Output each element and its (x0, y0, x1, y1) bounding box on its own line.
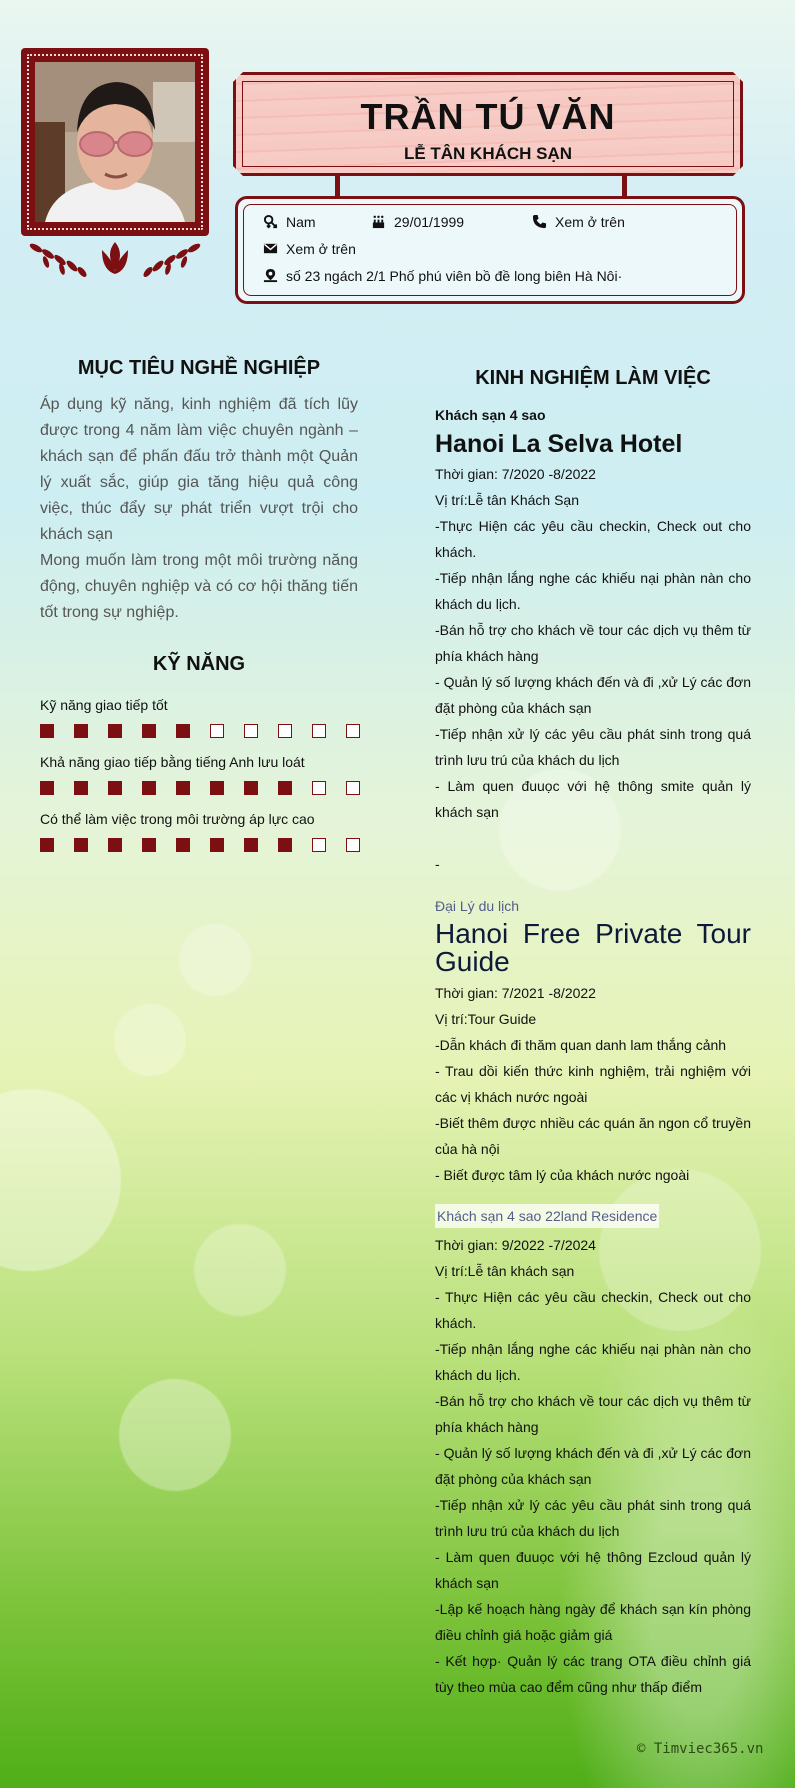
company-type: Đại Lý du lịch (435, 898, 520, 914)
experience-title: KINH NGHIỆM LÀM VIỆC (475, 367, 711, 389)
skill-box-filled (74, 781, 88, 795)
birthday-cake-icon (371, 214, 386, 229)
company-name: Hanoi Free Private Tour Guide (435, 918, 751, 977)
email-icon (263, 241, 278, 256)
skill-box-empty (346, 838, 360, 852)
skill-box-empty (312, 724, 326, 738)
email-info (263, 241, 356, 257)
skill-box-filled (108, 724, 122, 738)
job-detail-line: Vị trí:Lễ tân Khách Sạn (435, 492, 579, 508)
avatar-frame (21, 48, 209, 236)
skill-box-filled (244, 838, 258, 852)
skill-box-empty (312, 781, 326, 795)
job-detail-line: Thời gian: 9/2022 -7/2024 (435, 1237, 596, 1253)
skill-box-empty (346, 781, 360, 795)
skill-box-filled (108, 838, 122, 852)
skill-box-empty (278, 724, 292, 738)
skill-box-empty (244, 724, 258, 738)
skill-box-empty (346, 724, 360, 738)
job-detail-line: - Quản lý số lượng khách đến và đi ,xử Lý các đơn đặt phòng của khách sạn (435, 1445, 751, 1487)
skill-rating (40, 838, 360, 854)
job-detail-line: -Lập kế hoạch hàng ngày để khách sạn kín phòng điều chỉnh giá hoặc giảm giá (435, 1601, 751, 1643)
objective-paragraph: Mong muốn làm trong một môi trường năng động, chuyên nghiệp và có cơ hội thăng tiến tốt trong sự nghiệp. (40, 552, 358, 621)
email-value: Xem ở trên (286, 241, 356, 257)
location-pin-icon (263, 268, 278, 283)
objective-text (40, 392, 358, 626)
footer-watermark: © Timviec365.vn (637, 1741, 764, 1757)
phone-info (532, 214, 625, 230)
phone-icon (532, 214, 547, 229)
job-detail-line: - Biết được tâm lý của khách nước ngoài (435, 1167, 690, 1183)
job-detail-line: -Biết thêm được nhiều các quán ăn ngon cổ truyền của hà nội (435, 1115, 751, 1157)
skill-box-filled (210, 838, 224, 852)
company-name: Hanoi La Selva Hotel (435, 430, 683, 458)
job-detail-line: Thời gian: 7/2021 -8/2022 (435, 985, 596, 1001)
gender-value: Nam (286, 214, 316, 230)
skill-label: Có thể làm việc trong môi trường áp lực cao (40, 811, 315, 827)
company-type: Khách sạn 4 sao 22land Residence (435, 1204, 659, 1228)
skill-box-filled (108, 781, 122, 795)
job-detail-line: -Tiếp nhận xử lý các yêu cầu phát sinh trong quá trình lưu trú của khách du lịch (435, 1497, 751, 1539)
experience-entry (435, 403, 751, 877)
job-detail-line: - Thực Hiện các yêu cầu checkin, Check out cho khách. (435, 1289, 751, 1331)
skill-box-filled (142, 781, 156, 795)
objective-paragraph: Áp dụng kỹ năng, kinh nghiệm đã tích lũy được trong 4 năm làm việc chuyên ngành – khách sạn để phấn đấu trở thành một Quản lý xuất sắc, giúp gia tăng hiệu quả công việc, thúc đẩy sự phát triển vượt trội cho khách sạn (40, 396, 358, 543)
skill-box-filled (176, 781, 190, 795)
skill-box-filled (210, 781, 224, 795)
skill-box-filled (74, 724, 88, 738)
job-detail-line: Thời gian: 7/2020 -8/2022 (435, 466, 596, 482)
objective-title: MỤC TIÊU NGHỀ NGHIỆP (77, 357, 321, 379)
experience-entry (435, 1204, 751, 1700)
skill-rating (40, 724, 360, 740)
skill-box-filled (74, 838, 88, 852)
job-detail-line: - Làm quen đuuọc với hệ thông Ezcloud quản lý khách sạn (435, 1549, 751, 1591)
skill-label: Khả năng giao tiếp bằng tiếng Anh lưu loát (40, 754, 305, 770)
address-info (263, 268, 622, 284)
job-detail-line (435, 825, 751, 851)
job-title: LỄ TÂN KHÁCH SẠN (403, 144, 573, 163)
skill-box-empty (210, 724, 224, 738)
job-detail-line: Vị trí:Tour Guide (435, 1011, 537, 1027)
board-post-left (335, 176, 340, 196)
skill-box-filled (278, 781, 292, 795)
skill-box-filled (142, 724, 156, 738)
gender-info (263, 214, 316, 230)
job-detail-line: - Làm quen đuuọc với hệ thông smite quản lý khách sạn (435, 778, 751, 820)
gender-icon (263, 214, 278, 229)
skill-rating (40, 781, 360, 797)
experience-entry (435, 894, 751, 1188)
job-detail-line: -Tiếp nhận xử lý các yêu cầu phát sinh trong quá trình lưu trú của khách du lịch (435, 726, 751, 768)
job-detail-line: -Dẫn khách đi thăm quan danh lam thắng cảnh (435, 1037, 727, 1053)
skill-box-filled (142, 838, 156, 852)
job-detail-line: -Tiếp nhận lắng nghe các khiếu nại phàn nàn cho khách du lịch. (435, 1341, 751, 1383)
skill-box-filled (176, 838, 190, 852)
skill-box-filled (244, 781, 258, 795)
skill-box-filled (176, 724, 190, 738)
job-detail-line: -Bán hỗ trợ cho khách về tour các dịch vụ thêm từ phía khách hàng (435, 622, 751, 664)
laurel-ornament-icon (22, 240, 208, 285)
skill-box-filled (40, 838, 54, 852)
phone-value: Xem ở trên (555, 214, 625, 230)
job-detail-line: -Bán hỗ trợ cho khách về tour các dịch vụ thêm từ phía khách hàng (435, 1393, 751, 1435)
skill-box-filled (278, 838, 292, 852)
birthday-value: 29/01/1999 (394, 214, 465, 230)
skill-box-filled (40, 781, 54, 795)
candidate-name: TRẦN TÚ VĂN (360, 96, 616, 137)
job-detail-line: - Kết hợp· Quản lý các trang OTA điều chỉnh giá tùy theo mùa cao đểm cũng như thấp điểm (435, 1653, 751, 1695)
job-details (435, 1232, 751, 1700)
board-post-right (622, 176, 627, 196)
job-detail-line: - Trau dồi kiến thức kinh nghiệm, trải nghiệm với các vị khách nước ngoài (435, 1063, 751, 1105)
job-details (435, 461, 751, 877)
avatar (35, 62, 195, 222)
company-type: Khách sạn 4 sao (435, 407, 546, 423)
job-detail-line: -Thực Hiện các yêu cầu checkin, Check out cho khách. (435, 518, 751, 560)
job-detail-line: - (435, 856, 440, 872)
skill-box-empty (312, 838, 326, 852)
job-detail-line: Vị trí:Lễ tân khách sạn (435, 1263, 575, 1279)
name-board (233, 72, 743, 176)
job-details (435, 980, 751, 1188)
birthday-info (371, 214, 464, 230)
skill-label: Kỹ năng giao tiếp tốt (40, 697, 168, 713)
job-detail-line: -Tiếp nhận lắng nghe các khiếu nại phàn nàn cho khách du lịch. (435, 570, 751, 612)
address-value: số 23 ngách 2/1 Phố phú viên bồ đề long biên Hà Nôi· (286, 268, 623, 284)
skills-title: KỸ NĂNG (152, 653, 246, 675)
job-detail-line: - Quản lý số lượng khách đến và đi ,xử Lý các đơn đặt phòng của khách sạn (435, 674, 751, 716)
skill-box-filled (40, 724, 54, 738)
